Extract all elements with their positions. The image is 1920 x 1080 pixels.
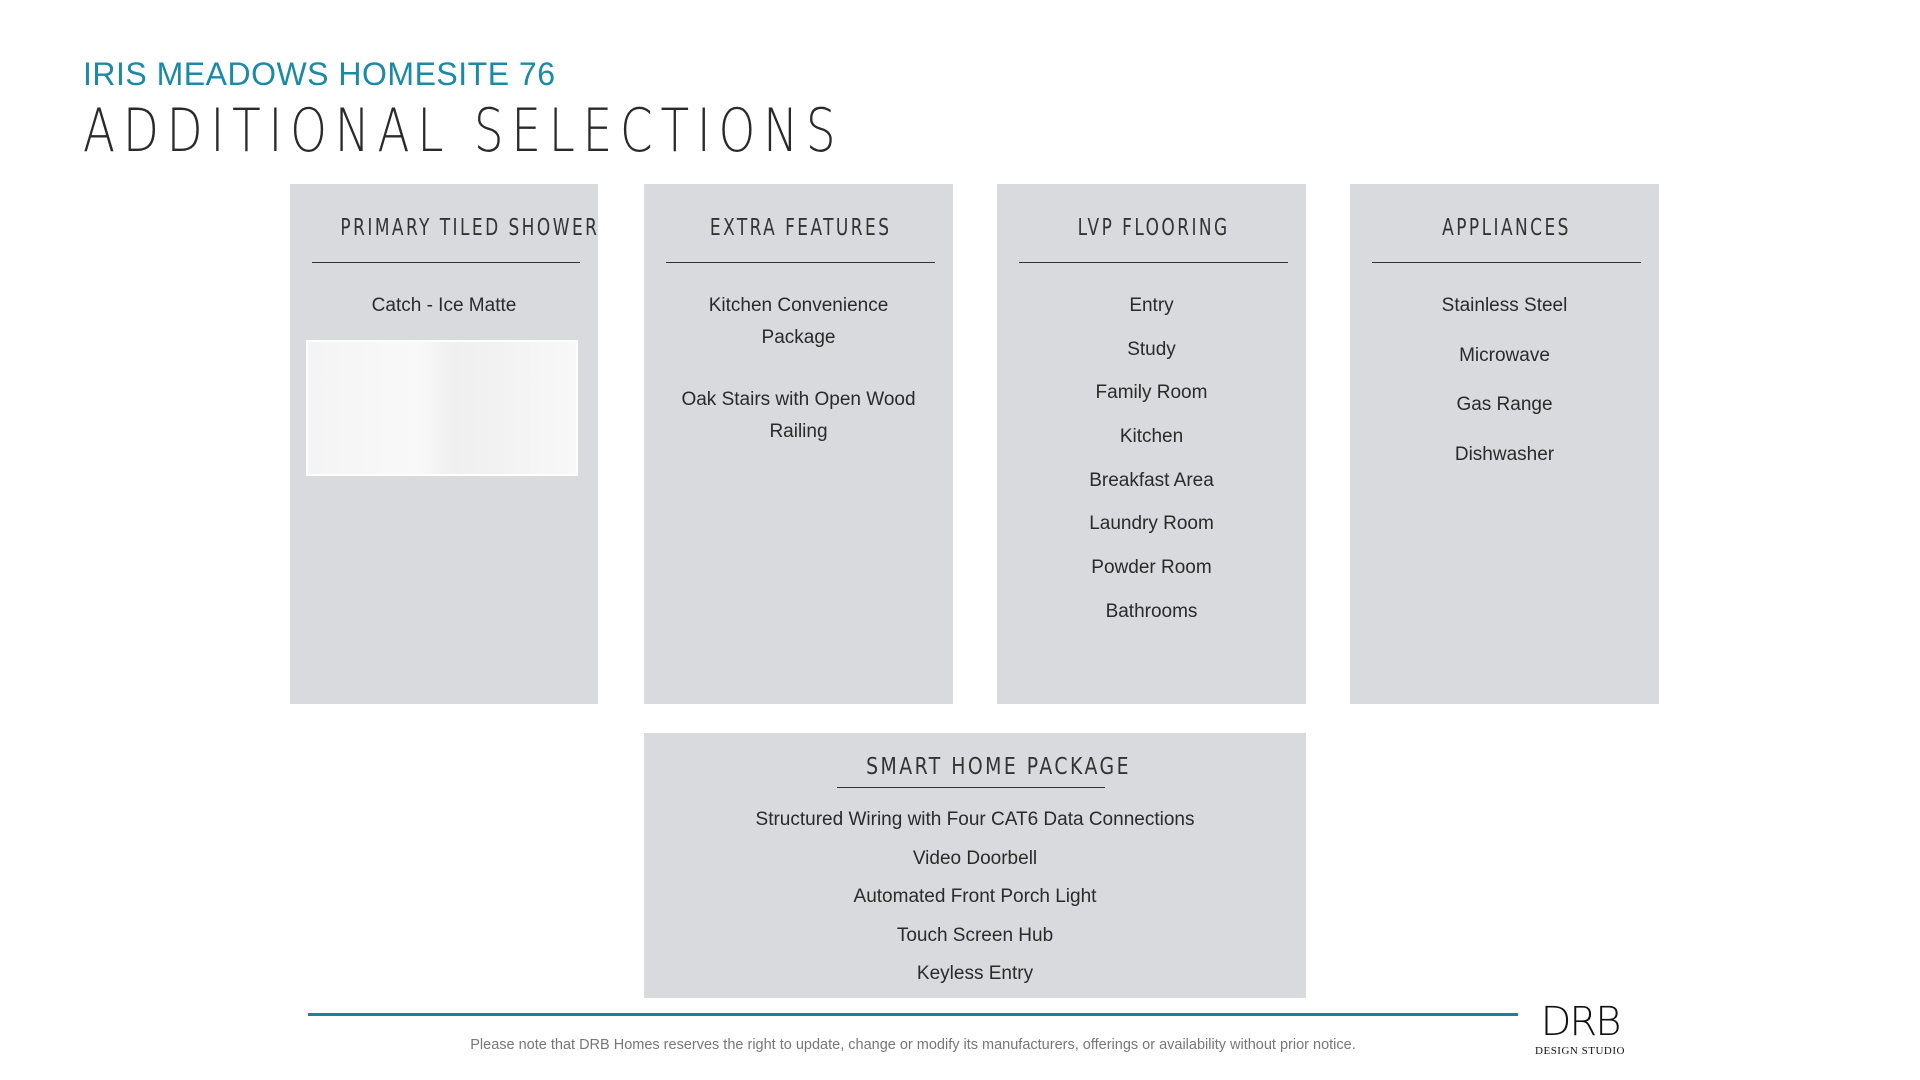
- card-heading: EXTRA FEATURES: [666, 208, 935, 263]
- selection-item: Gas Range: [1456, 394, 1553, 415]
- selection-item: Keyless Entry: [916, 963, 1034, 984]
- selection-item: Kitchen Convenience: [708, 295, 889, 316]
- homesite-subtitle: IRIS MEADOWS HOMESITE 76: [83, 56, 556, 92]
- selection-item: Bathrooms: [1105, 601, 1198, 622]
- selection-item: Family Room: [1095, 382, 1208, 403]
- selection-item: Package: [761, 327, 836, 348]
- page-title: ADDITIONAL SELECTIONS: [83, 96, 844, 166]
- card-heading: SMART HOME PACKAGE: [837, 749, 1105, 788]
- footer-divider: [308, 1013, 1518, 1016]
- selection-item: Entry: [1129, 295, 1174, 316]
- selection-item: Railing: [769, 421, 828, 442]
- selection-item: Catch - Ice Matte: [371, 295, 517, 316]
- logo-mark: DRB: [1540, 999, 1620, 1045]
- card-extra-features: [644, 184, 953, 704]
- selection-item: Oak Stairs with Open Wood: [681, 389, 916, 410]
- tile-swatch-image: [306, 340, 578, 476]
- selection-item: Laundry Room: [1089, 513, 1214, 534]
- card-lvp-flooring: [997, 184, 1306, 704]
- selection-item: Stainless Steel: [1441, 295, 1568, 316]
- card-primary-tiled-shower: [290, 184, 598, 704]
- card-heading: APPLIANCES: [1372, 208, 1641, 263]
- drb-design-studio-logo: [1530, 999, 1630, 1060]
- selection-item: Video Doorbell: [912, 848, 1038, 869]
- selection-item: Powder Room: [1091, 557, 1212, 578]
- card-smart-home-package: [644, 733, 1306, 998]
- card-heading: LVP FLOORING: [1019, 208, 1288, 263]
- card-heading: PRIMARY TILED SHOWER: [312, 208, 580, 263]
- selection-item: Microwave: [1459, 345, 1550, 366]
- selection-item: Automated Front Porch Light: [853, 886, 1097, 907]
- footer-disclaimer: Please note that DRB Homes reserves the right to update, change or modify its manufacturers, offerings or availability without prior notice.: [470, 1037, 1356, 1053]
- selection-item: Touch Screen Hub: [896, 925, 1054, 946]
- selection-item: Kitchen: [1119, 426, 1184, 447]
- selection-item: Dishwasher: [1454, 444, 1555, 465]
- logo-subtitle: DESIGN STUDIO: [1535, 1045, 1625, 1057]
- selection-item: Structured Wiring with Four CAT6 Data Connections: [755, 809, 1195, 830]
- card-appliances: [1350, 184, 1659, 704]
- selection-item: Breakfast Area: [1089, 470, 1214, 491]
- selection-item: Study: [1127, 339, 1176, 360]
